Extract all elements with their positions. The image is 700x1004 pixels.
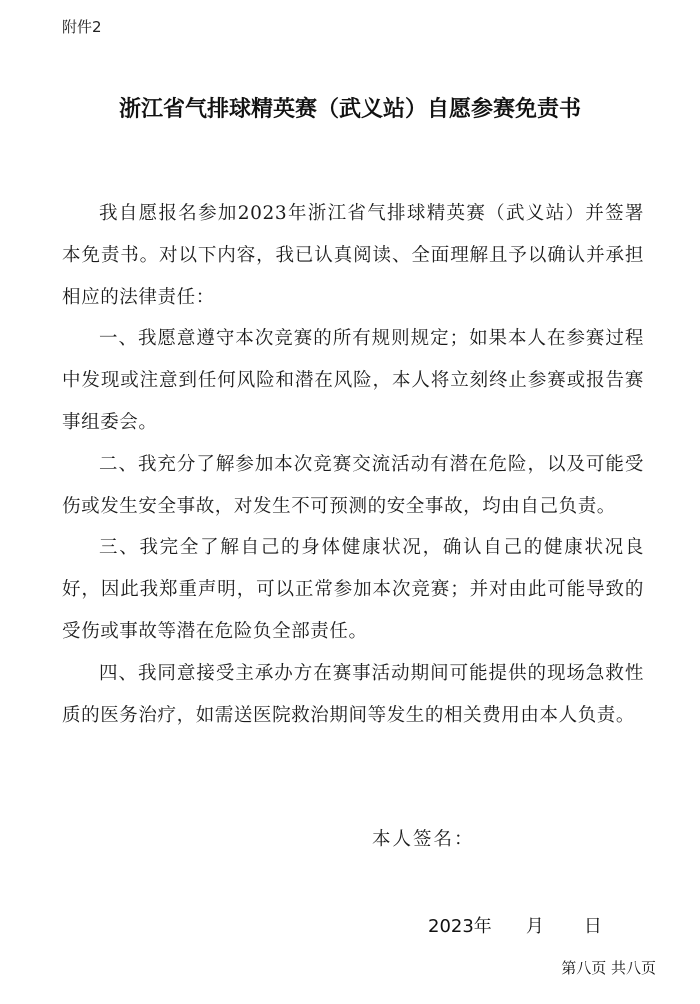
paragraph-clause-4: 四、我同意接受主承办方在赛事活动期间可能提供的现场急救性质的医务治疗，如需送医院救治期间等发生的相关费用由本人负责。 bbox=[62, 662, 644, 726]
date-month: 月 bbox=[525, 916, 544, 937]
date-line bbox=[428, 912, 602, 938]
date-day: 日 bbox=[583, 916, 602, 937]
signature-label: 本人签名： bbox=[372, 829, 475, 850]
attachment-label: 附件2 bbox=[62, 18, 102, 36]
document-body bbox=[62, 193, 644, 736]
paragraph-intro: 我自愿报名参加2023年浙江省气排球精英赛（武义站）并签署本免责书。对以下内容，我已认真阅读、全面理解且予以确认并承担相应的法律责任： bbox=[62, 203, 644, 308]
paragraph-clause-3: 三、我完全了解自己的身体健康状况，确认自己的健康状况良好，因此我郑重声明，可以正常参加本次竞赛；并对由此可能导致的受伤或事故等潜在危险负全部责任。 bbox=[62, 537, 644, 642]
document-title: 浙江省气排球精英赛（武义站）自愿参赛免责书 bbox=[118, 97, 581, 122]
page-number: 第八页 共八页 bbox=[561, 959, 656, 977]
paragraph-clause-2: 二、我充分了解参加本次竞赛交流活动有潜在危险，以及可能受伤或发生安全事故，对发生不可预测的安全事故，均由自己负责。 bbox=[62, 453, 644, 517]
date-year: 2023年 bbox=[428, 916, 492, 937]
paragraph-clause-1: 一、我愿意遵守本次竞赛的所有规则规定；如果本人在参赛过程中发现或注意到任何风险和潜在风险，本人将立刻终止参赛或报告赛事组委会。 bbox=[62, 328, 644, 433]
